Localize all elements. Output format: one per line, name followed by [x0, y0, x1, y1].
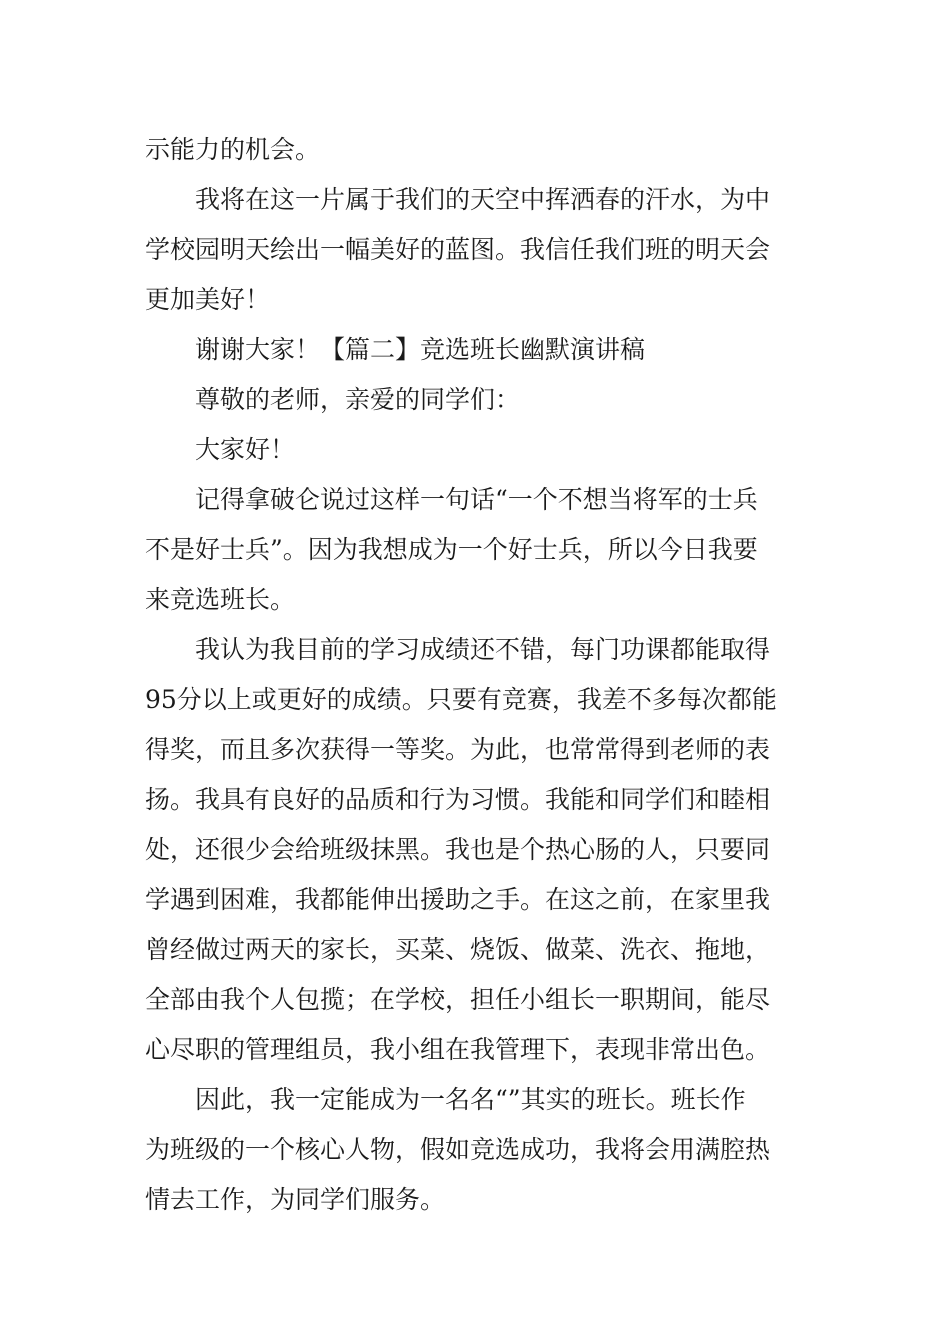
text-line: 示能力的机会。 — [145, 135, 321, 164]
text-line: 曾经做过两天的家长，买菜、烧饭、做菜、洗衣、拖地， — [145, 935, 771, 964]
text-line: 更加美好！ — [145, 285, 271, 314]
text-line: 来竞选班长。 — [145, 585, 296, 614]
text-line: 学遇到困难，我都能伸出援助之手。在这之前，在家里我 — [145, 885, 771, 914]
text-line: 情去工作，为同学们服务。 — [145, 1185, 446, 1214]
text-line: 学校园明天绘出一幅美好的蓝图。我信任我们班的明天会 — [145, 235, 771, 264]
text-line: 95分以上或更好的成绩。只要有竞赛，我差不多每次都能 — [145, 685, 777, 714]
text-line: 尊敬的老师，亲爱的同学们： — [195, 385, 521, 414]
text-line: 因此，我一定能成为一名名“”其实的班长。班长作 — [195, 1085, 746, 1114]
text-line: 为班级的一个核心人物，假如竞选成功，我将会用满腔热 — [145, 1135, 771, 1164]
text-line: 谢谢大家！【篇二】竞选班长幽默演讲稿 — [195, 335, 646, 364]
text-line: 得奖，而且多次获得一等奖。为此，也常常得到老师的表 — [145, 735, 771, 764]
text-line: 处，还很少会给班级抹黑。我也是个热心肠的人，只要同 — [145, 835, 771, 864]
text-line: 大家好！ — [195, 435, 296, 464]
text-line: 我将在这一片属于我们的天空中挥洒春的汗水，为中 — [195, 185, 771, 214]
text-line: 心尽职的管理组员，我小组在我管理下，表现非常出色。 — [145, 1035, 771, 1064]
text-line: 不是好士兵”。因为我想成为一个好士兵，所以今日我要 — [145, 535, 758, 564]
text-line: 记得拿破仑说过这样一句话“一个不想当将军的士兵 — [195, 485, 758, 514]
text-line: 我认为我目前的学习成绩还不错，每门功课都能取得 — [195, 635, 771, 664]
text-line: 全部由我个人包揽；在学校，担任小组长一职期间，能尽 — [145, 985, 771, 1014]
text-line: 扬。我具有良好的品质和行为习惯。我能和同学们和睦相 — [145, 785, 771, 814]
